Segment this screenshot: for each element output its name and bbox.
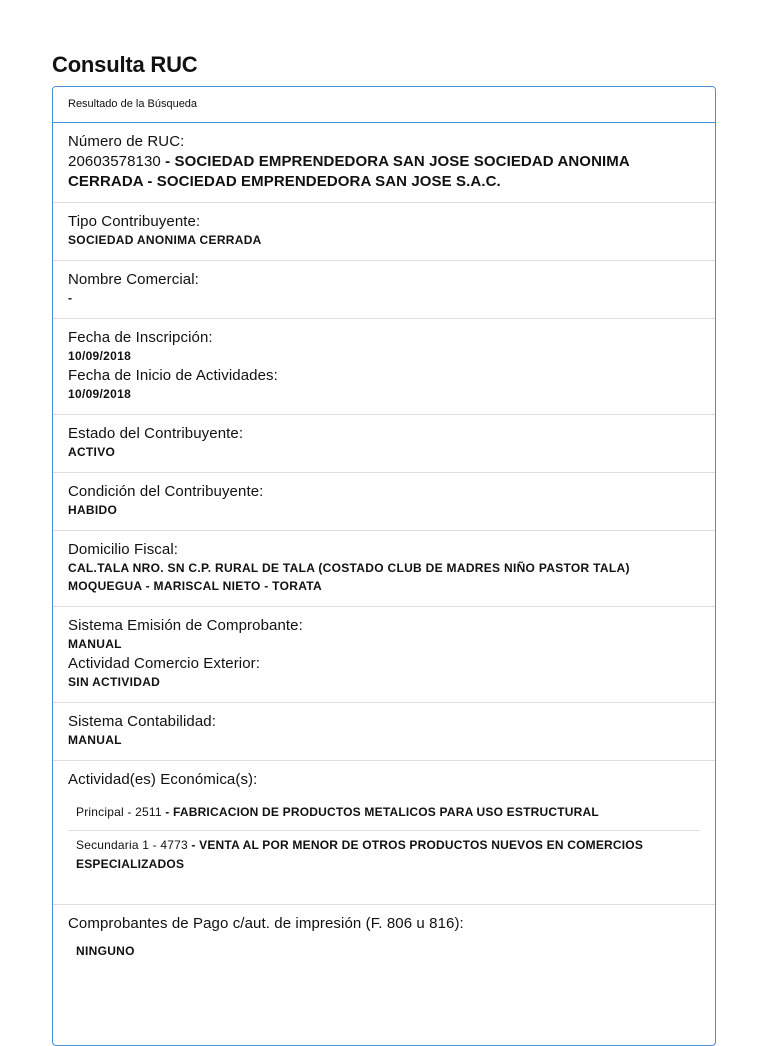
comercio-exterior-value: SIN ACTIVIDAD <box>68 675 161 689</box>
inicio-value: 10/09/2018 <box>68 387 132 401</box>
inscripcion-value: 10/09/2018 <box>68 349 132 363</box>
contabilidad-item <box>53 703 715 761</box>
domicilio-item <box>53 531 715 607</box>
estado-value: ACTIVO <box>68 445 116 459</box>
inicio-label: Fecha de Inicio de Actividades: <box>68 367 278 384</box>
ruc-label: Número de RUC: <box>68 133 185 150</box>
comprobantes-label: Comprobantes de Pago c/aut. de impresión (F. 806 u 816): <box>68 915 464 932</box>
domicilio-line2: MOQUEGUA - MARISCAL NIETO - TORATA <box>68 579 322 593</box>
comprobantes-item <box>53 905 715 968</box>
estado-item <box>53 415 715 473</box>
sistema-emision-value: MANUAL <box>68 637 122 651</box>
actividades-label: Actividad(es) Económica(s): <box>68 771 258 788</box>
fechas-item <box>53 319 715 415</box>
condicion-item <box>53 473 715 531</box>
actividad-desc: - FABRICACION DE PRODUCTOS METALICOS PARA USO ESTRUCTURAL <box>161 805 599 819</box>
actividad-desc: - VENTA AL POR MENOR DE OTROS PRODUCTOS NUEVOS EN COMERCIOS ESPECIALIZADOS <box>76 838 644 871</box>
list-item <box>68 798 700 831</box>
condicion-label: Condición del Contribuyente: <box>68 483 264 500</box>
comercio-exterior-label: Actividad Comercio Exterior: <box>68 655 261 672</box>
nombre-label: Nombre Comercial: <box>68 271 199 288</box>
condicion-value: HABIDO <box>68 503 118 517</box>
domicilio-line1: CAL.TALA NRO. SN C.P. RURAL DE TALA (COSTADO CLUB DE MADRES NIÑO PASTOR TALA) <box>68 561 630 575</box>
tipo-value: SOCIEDAD ANONIMA CERRADA <box>68 233 262 247</box>
results-panel <box>52 86 716 1046</box>
estado-label: Estado del Contribuyente: <box>68 425 244 442</box>
nombre-item <box>53 261 715 319</box>
tipo-item <box>53 203 715 261</box>
page-title: Consulta RUC <box>52 52 198 77</box>
tipo-label: Tipo Contribuyente: <box>68 213 201 230</box>
domicilio-label: Domicilio Fiscal: <box>68 541 179 558</box>
sistema-emision-label: Sistema Emisión de Comprobante: <box>68 617 303 634</box>
list-item <box>68 831 700 894</box>
ruc-value <box>68 152 700 192</box>
panel-heading: Resultado de la Búsqueda <box>53 87 715 123</box>
actividad-prefix: Secundaria 1 - 4773 <box>76 838 188 852</box>
ruc-item <box>53 123 715 203</box>
actividades-list <box>68 798 700 894</box>
contabilidad-label: Sistema Contabilidad: <box>68 713 217 730</box>
actividad-prefix: Principal - 2511 <box>76 805 162 819</box>
inscripcion-label: Fecha de Inscripción: <box>68 329 213 346</box>
sistema-emision-item <box>53 607 715 703</box>
ruc-number: 20603578130 <box>68 153 161 170</box>
nombre-value: - <box>68 291 73 305</box>
ruc-name: - SOCIEDAD EMPRENDEDORA SAN JOSE SOCIEDAD ANONIMA CERRADA - SOCIEDAD EMPRENDEDORA SAN JOSE S.A.C. <box>68 153 630 190</box>
comprobantes-value: NINGUNO <box>76 944 135 958</box>
contabilidad-value: MANUAL <box>68 733 122 747</box>
actividades-item <box>53 761 715 905</box>
